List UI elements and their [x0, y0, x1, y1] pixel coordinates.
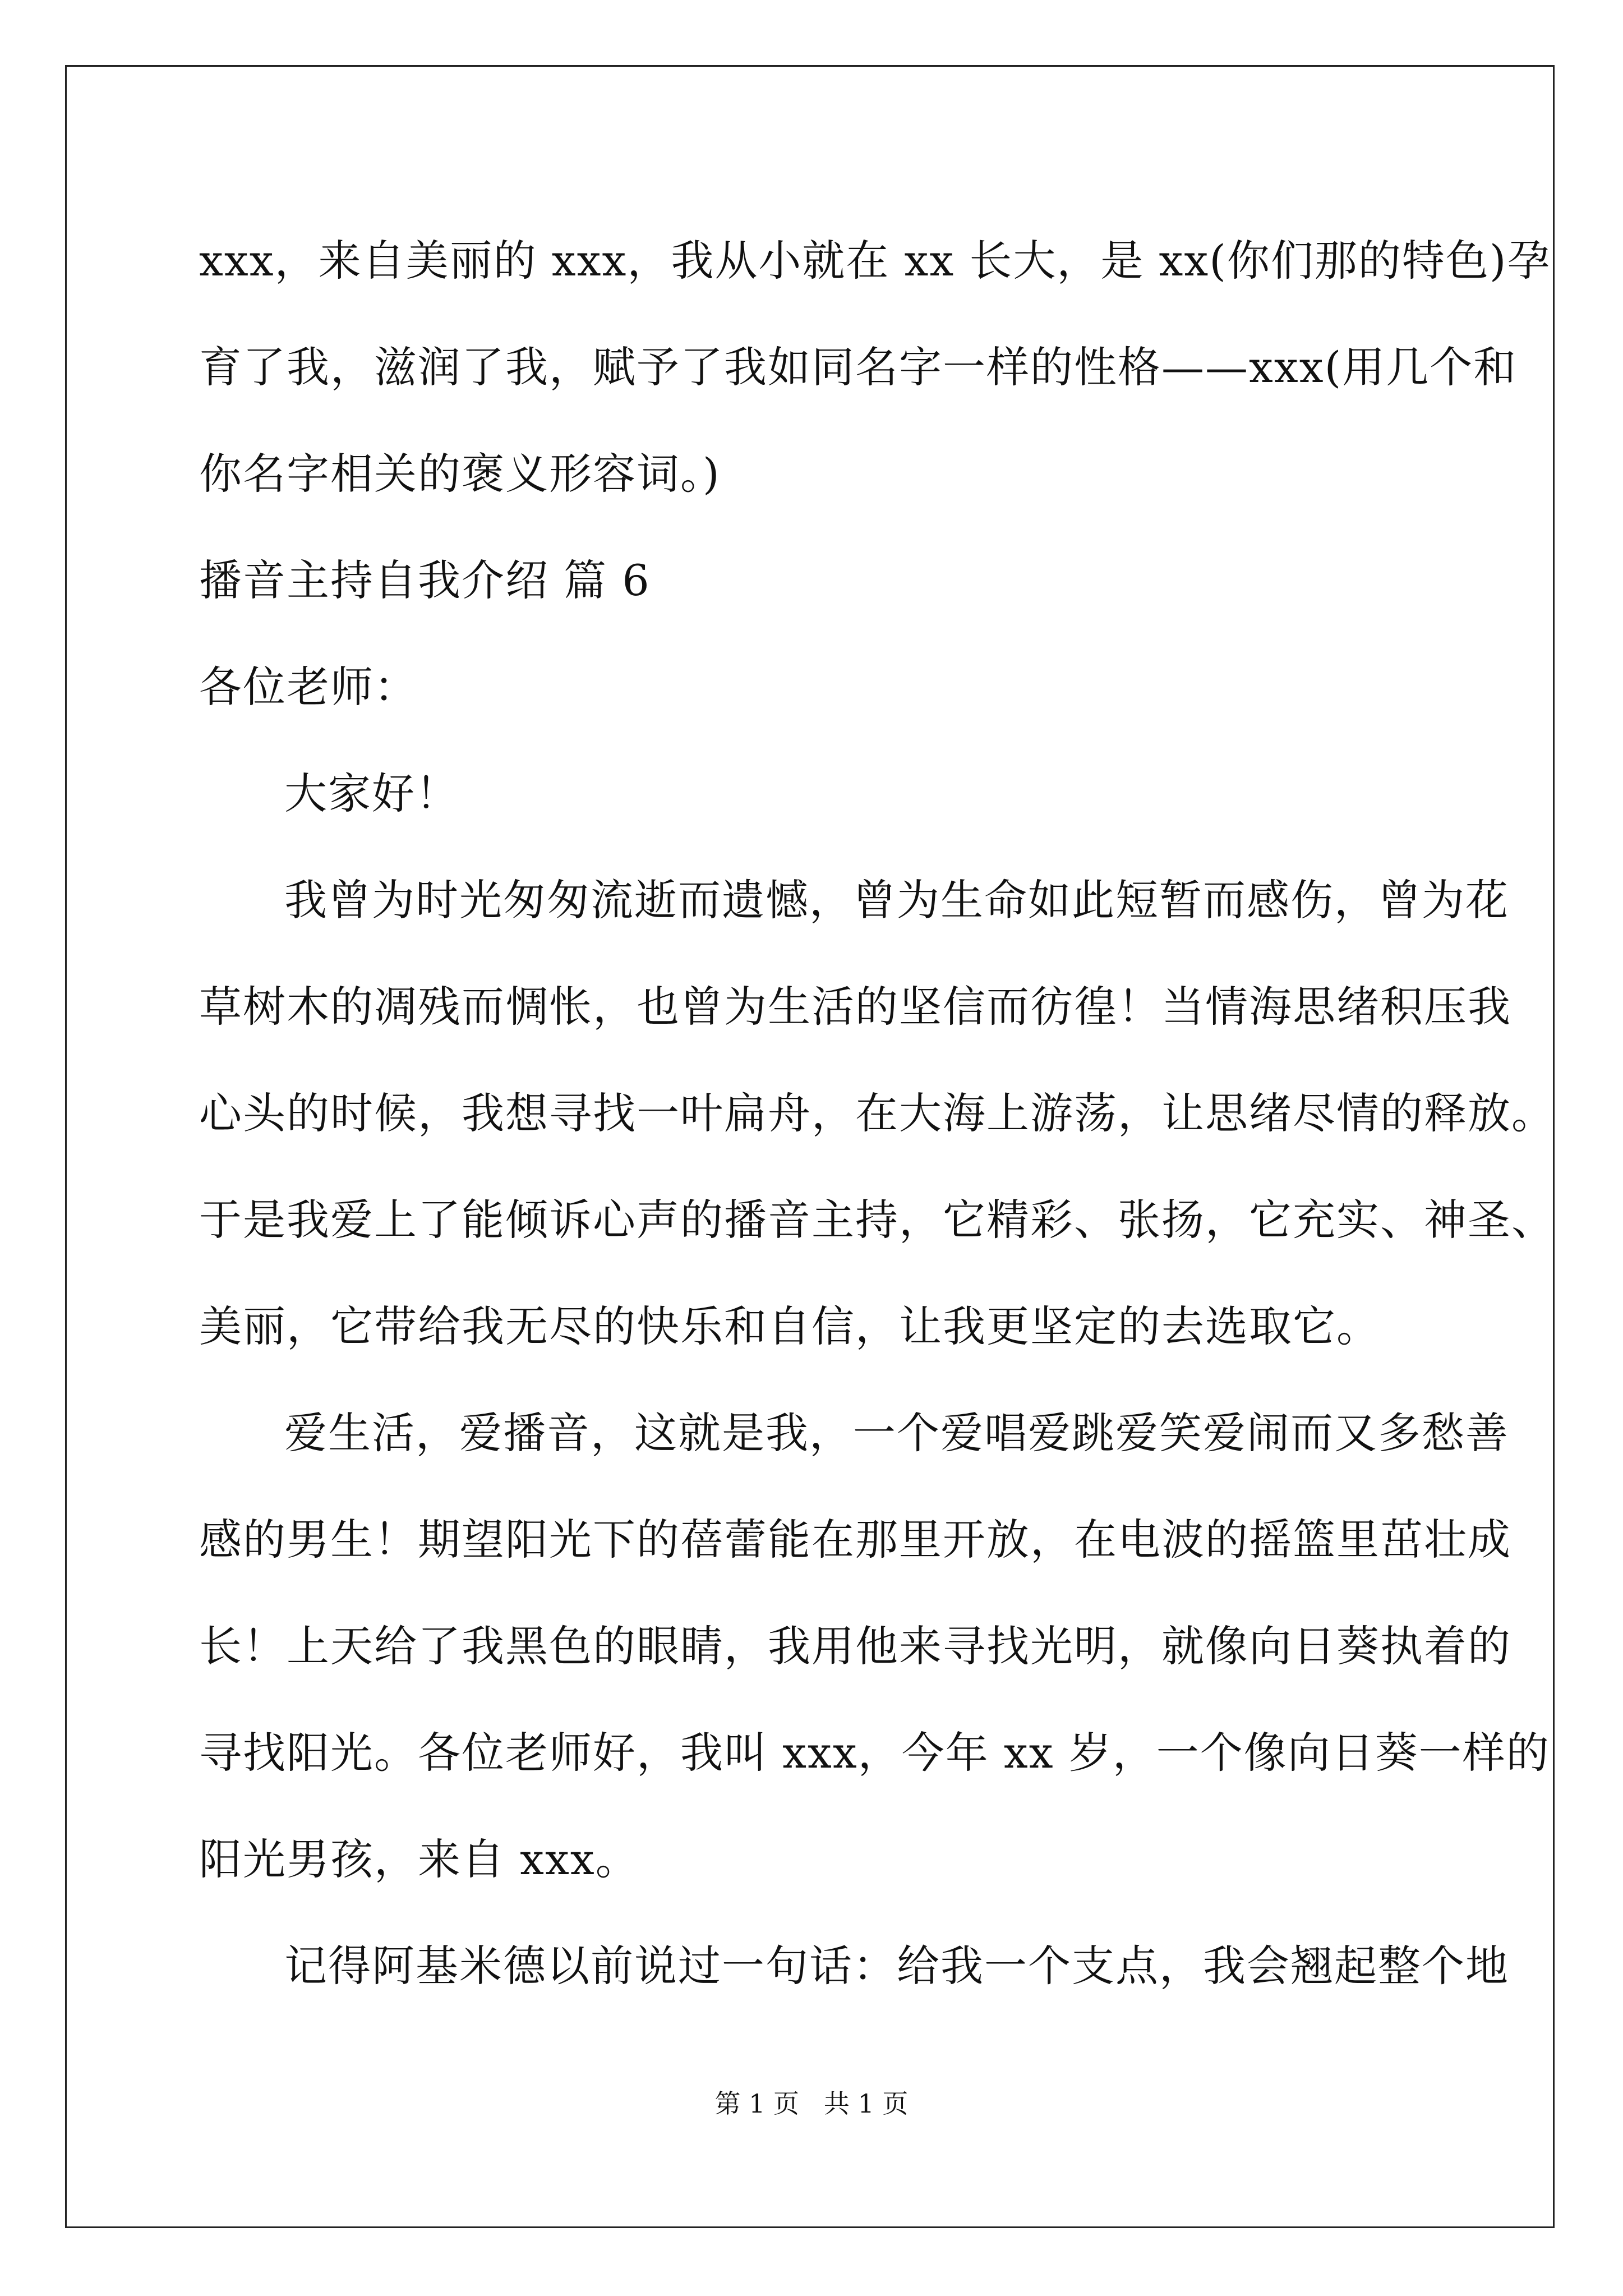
document-body [199, 208, 1555, 2019]
text-line: 草树木的凋残而惆怅，也曾为生活的坚信而彷徨！当情海思绪积压我 [199, 982, 1511, 1032]
text-line: 美丽，它带给我无尽的快乐和自信，让我更坚定的去选取它。 [199, 1301, 1380, 1351]
section-heading: 播音主持自我介绍 篇 6 [199, 555, 651, 605]
text-line: 育了我，滋润了我，赋予了我如同名字一样的性格——xxx(用几个和 [199, 342, 1518, 392]
text-line: 爱生活，爱播音，这就是我，一个爱唱爱跳爱笑爱闹而又多愁善 [284, 1408, 1509, 1458]
text-line: 寻找阳光。各位老师好，我叫 xxx，今年 xx 岁，一个像向日葵一样的 [199, 1728, 1550, 1778]
text-line: 感的男生！期望阳光下的蓓蕾能在那里开放，在电波的摇篮里茁壮成 [199, 1515, 1511, 1565]
text-line: 你名字相关的褒义形容词。) [199, 449, 721, 499]
text-line: xxx，来自美丽的 xxx，我从小就在 xx 长大，是 xx(你们那的特色)孕 [199, 236, 1551, 286]
text-line: 记得阿基米德以前说过一句话：给我一个支点，我会翘起整个地 [284, 1941, 1509, 1991]
text-line: 长！上天给了我黑色的眼睛，我用他来寻找光明，就像向日葵执着的 [199, 1621, 1511, 1671]
greeting: 大家好！ [284, 769, 459, 818]
page-number-footer: 第 1 页 共 1 页 [714, 2088, 909, 2119]
text-line: 于是我爱上了能倾诉心声的播音主持，它精彩、张扬，它充实、神圣、 [199, 1195, 1555, 1245]
text-line: 阳光男孩，来自 xxx。 [199, 1834, 639, 1884]
salutation: 各位老师： [199, 662, 418, 712]
text-line: 我曾为时光匆匆流逝而遗憾，曾为生命如此短暂而感伤，曾为花 [284, 875, 1509, 925]
text-line: 心头的时候，我想寻找一叶扁舟，在大海上游荡，让思绪尽情的释放。 [199, 1088, 1555, 1138]
